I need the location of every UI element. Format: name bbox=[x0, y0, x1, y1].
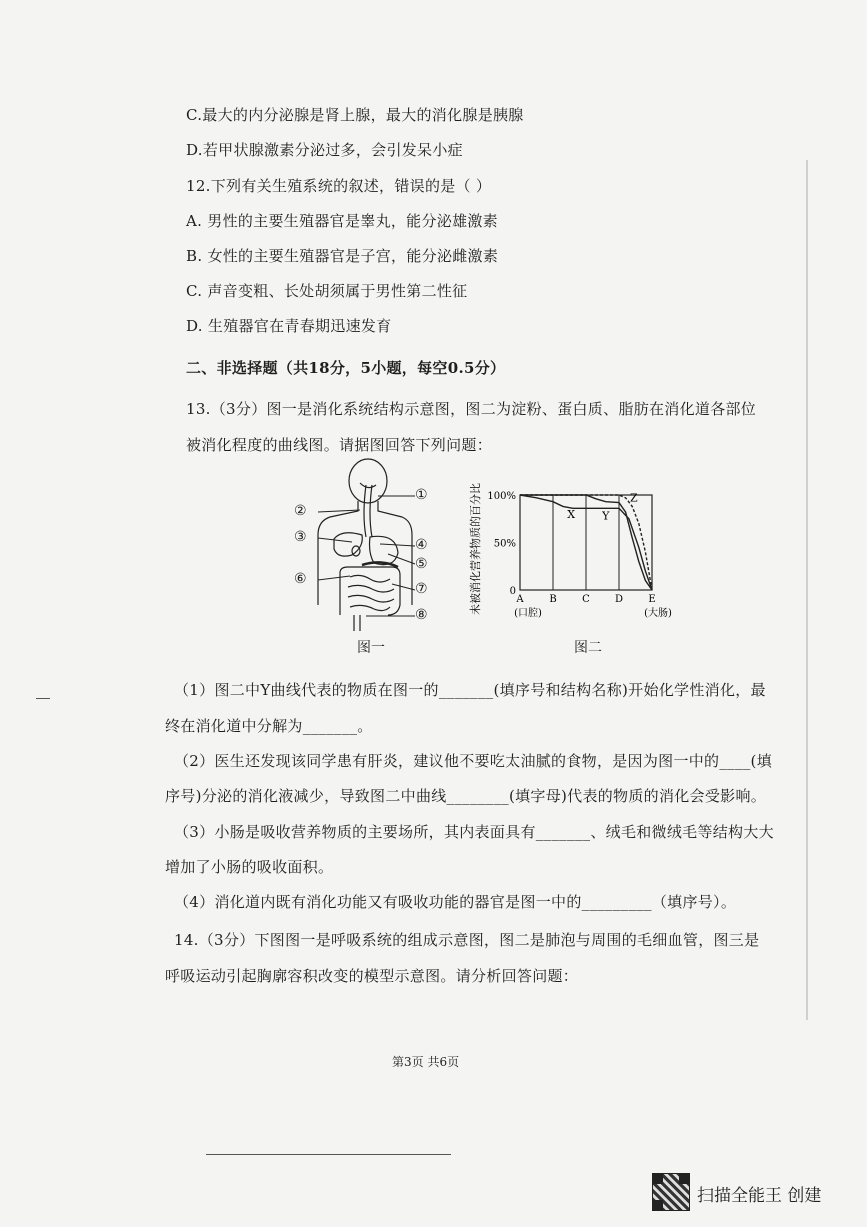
y-tick-label: 50% bbox=[493, 538, 516, 550]
marker-7: ⑦ bbox=[415, 581, 428, 597]
section-heading: 二、非选择题（共18分，5小题，每空0.5分） bbox=[186, 359, 506, 377]
question-12: 12.下列有关生殖系统的叙述，错误的是（ ） bbox=[186, 177, 492, 195]
figure2-digestion-chart bbox=[465, 465, 695, 630]
marker-8: ⑧ bbox=[415, 607, 428, 623]
marker-6: ⑥ bbox=[294, 571, 307, 587]
scan-edge-right bbox=[806, 160, 808, 1020]
option-a-q12: A. 男性的主要生殖器官是睾丸，能分泌雄激素 bbox=[186, 212, 498, 230]
option-d-q12: D. 生殖器官在青春期迅速发育 bbox=[186, 317, 392, 335]
marker-1: ① bbox=[415, 487, 428, 503]
question-13-line1: 13.（3分）图一是消化系统结构示意图，图二为淀粉、蛋白质、脂肪在消化道各部位 bbox=[186, 400, 757, 418]
question-14-line1: 14.（3分）下图图一是呼吸系统的组成示意图，图二是肺泡与周围的毛细血管，图三是 bbox=[174, 931, 760, 949]
figure1-caption: 图一 bbox=[357, 640, 385, 656]
y-tick-label: 100% bbox=[487, 491, 516, 502]
marker-3: ③ bbox=[294, 529, 307, 545]
x-tick-label: C bbox=[582, 594, 590, 605]
y-tick-label: 0 bbox=[509, 586, 516, 597]
page-number: 第3页 共6页 bbox=[392, 1055, 460, 1069]
curve-label-Z: Z bbox=[630, 491, 638, 505]
question-13-line2: 被消化程度的曲线图。请据图回答下列问题： bbox=[186, 436, 493, 454]
q13-part1-line2: 终在消化道中分解为_______。 bbox=[165, 717, 373, 735]
question-14-line2: 呼吸运动引起胸廓容积改变的模型示意图。请分析回答问题： bbox=[165, 967, 579, 985]
option-d-q11: D.若甲状腺激素分泌过多，会引发呆小症 bbox=[186, 141, 463, 159]
x-sub-label-large-intestine: (大肠) bbox=[644, 608, 672, 619]
q13-part2-line1: （2）医生还发现该同学患有肝炎，建议他不要吃太油腻的食物，是因为图一中的____(填 bbox=[174, 752, 772, 770]
scan-line-left bbox=[36, 698, 50, 699]
q13-part2-line2: 序号)分泌的消化液减少，导致图二中曲线________(填字母)代表的物质的消化会受影响。 bbox=[165, 787, 767, 805]
x-tick-label: B bbox=[549, 594, 557, 605]
q13-part3-line1: （3）小肠是吸收营养物质的主要场所，其内表面具有_______、绒毛和微绒毛等结构大大 bbox=[174, 823, 774, 841]
scanner-watermark: 扫描全能王 创建 bbox=[697, 1186, 822, 1206]
qr-code-icon bbox=[652, 1173, 690, 1211]
curve-label-Y: Y bbox=[602, 509, 610, 523]
plot-area bbox=[487, 491, 672, 619]
q13-part4: （4）消化道内既有消化功能又有吸收功能的器官是图一中的_________（填序号）。 bbox=[174, 893, 737, 911]
option-c-q12: C. 声音变粗、长处胡须属于男性第二性征 bbox=[186, 282, 468, 300]
marker-5: ⑤ bbox=[415, 556, 428, 572]
option-b-q12: B. 女性的主要生殖器官是子宫，能分泌雌激素 bbox=[186, 247, 499, 265]
figure2-caption: 图二 bbox=[574, 640, 602, 656]
x-sub-label-mouth: (口腔) bbox=[514, 608, 542, 619]
option-c-q11: C.最大的内分泌腺是肾上腺，最大的消化腺是胰腺 bbox=[186, 106, 524, 124]
marker-4: ④ bbox=[415, 537, 428, 553]
figure1-leader-lines bbox=[300, 480, 430, 620]
x-tick-label: A bbox=[516, 594, 524, 605]
q13-part3-line2: 增加了小肠的吸收面积。 bbox=[165, 858, 334, 876]
curve-label-X: X bbox=[567, 507, 576, 521]
marker-2: ② bbox=[294, 503, 307, 519]
q13-part1-line1: （1）图二中Y曲线代表的物质在图一的_______(填序号和结构名称)开始化学性消化，最 bbox=[174, 681, 766, 699]
x-tick-label: D bbox=[614, 594, 624, 605]
x-tick-label: E bbox=[648, 594, 656, 605]
scan-line-bottom bbox=[206, 1154, 451, 1155]
y-axis-label: 未被消化营养物质的百分比 bbox=[469, 483, 482, 615]
